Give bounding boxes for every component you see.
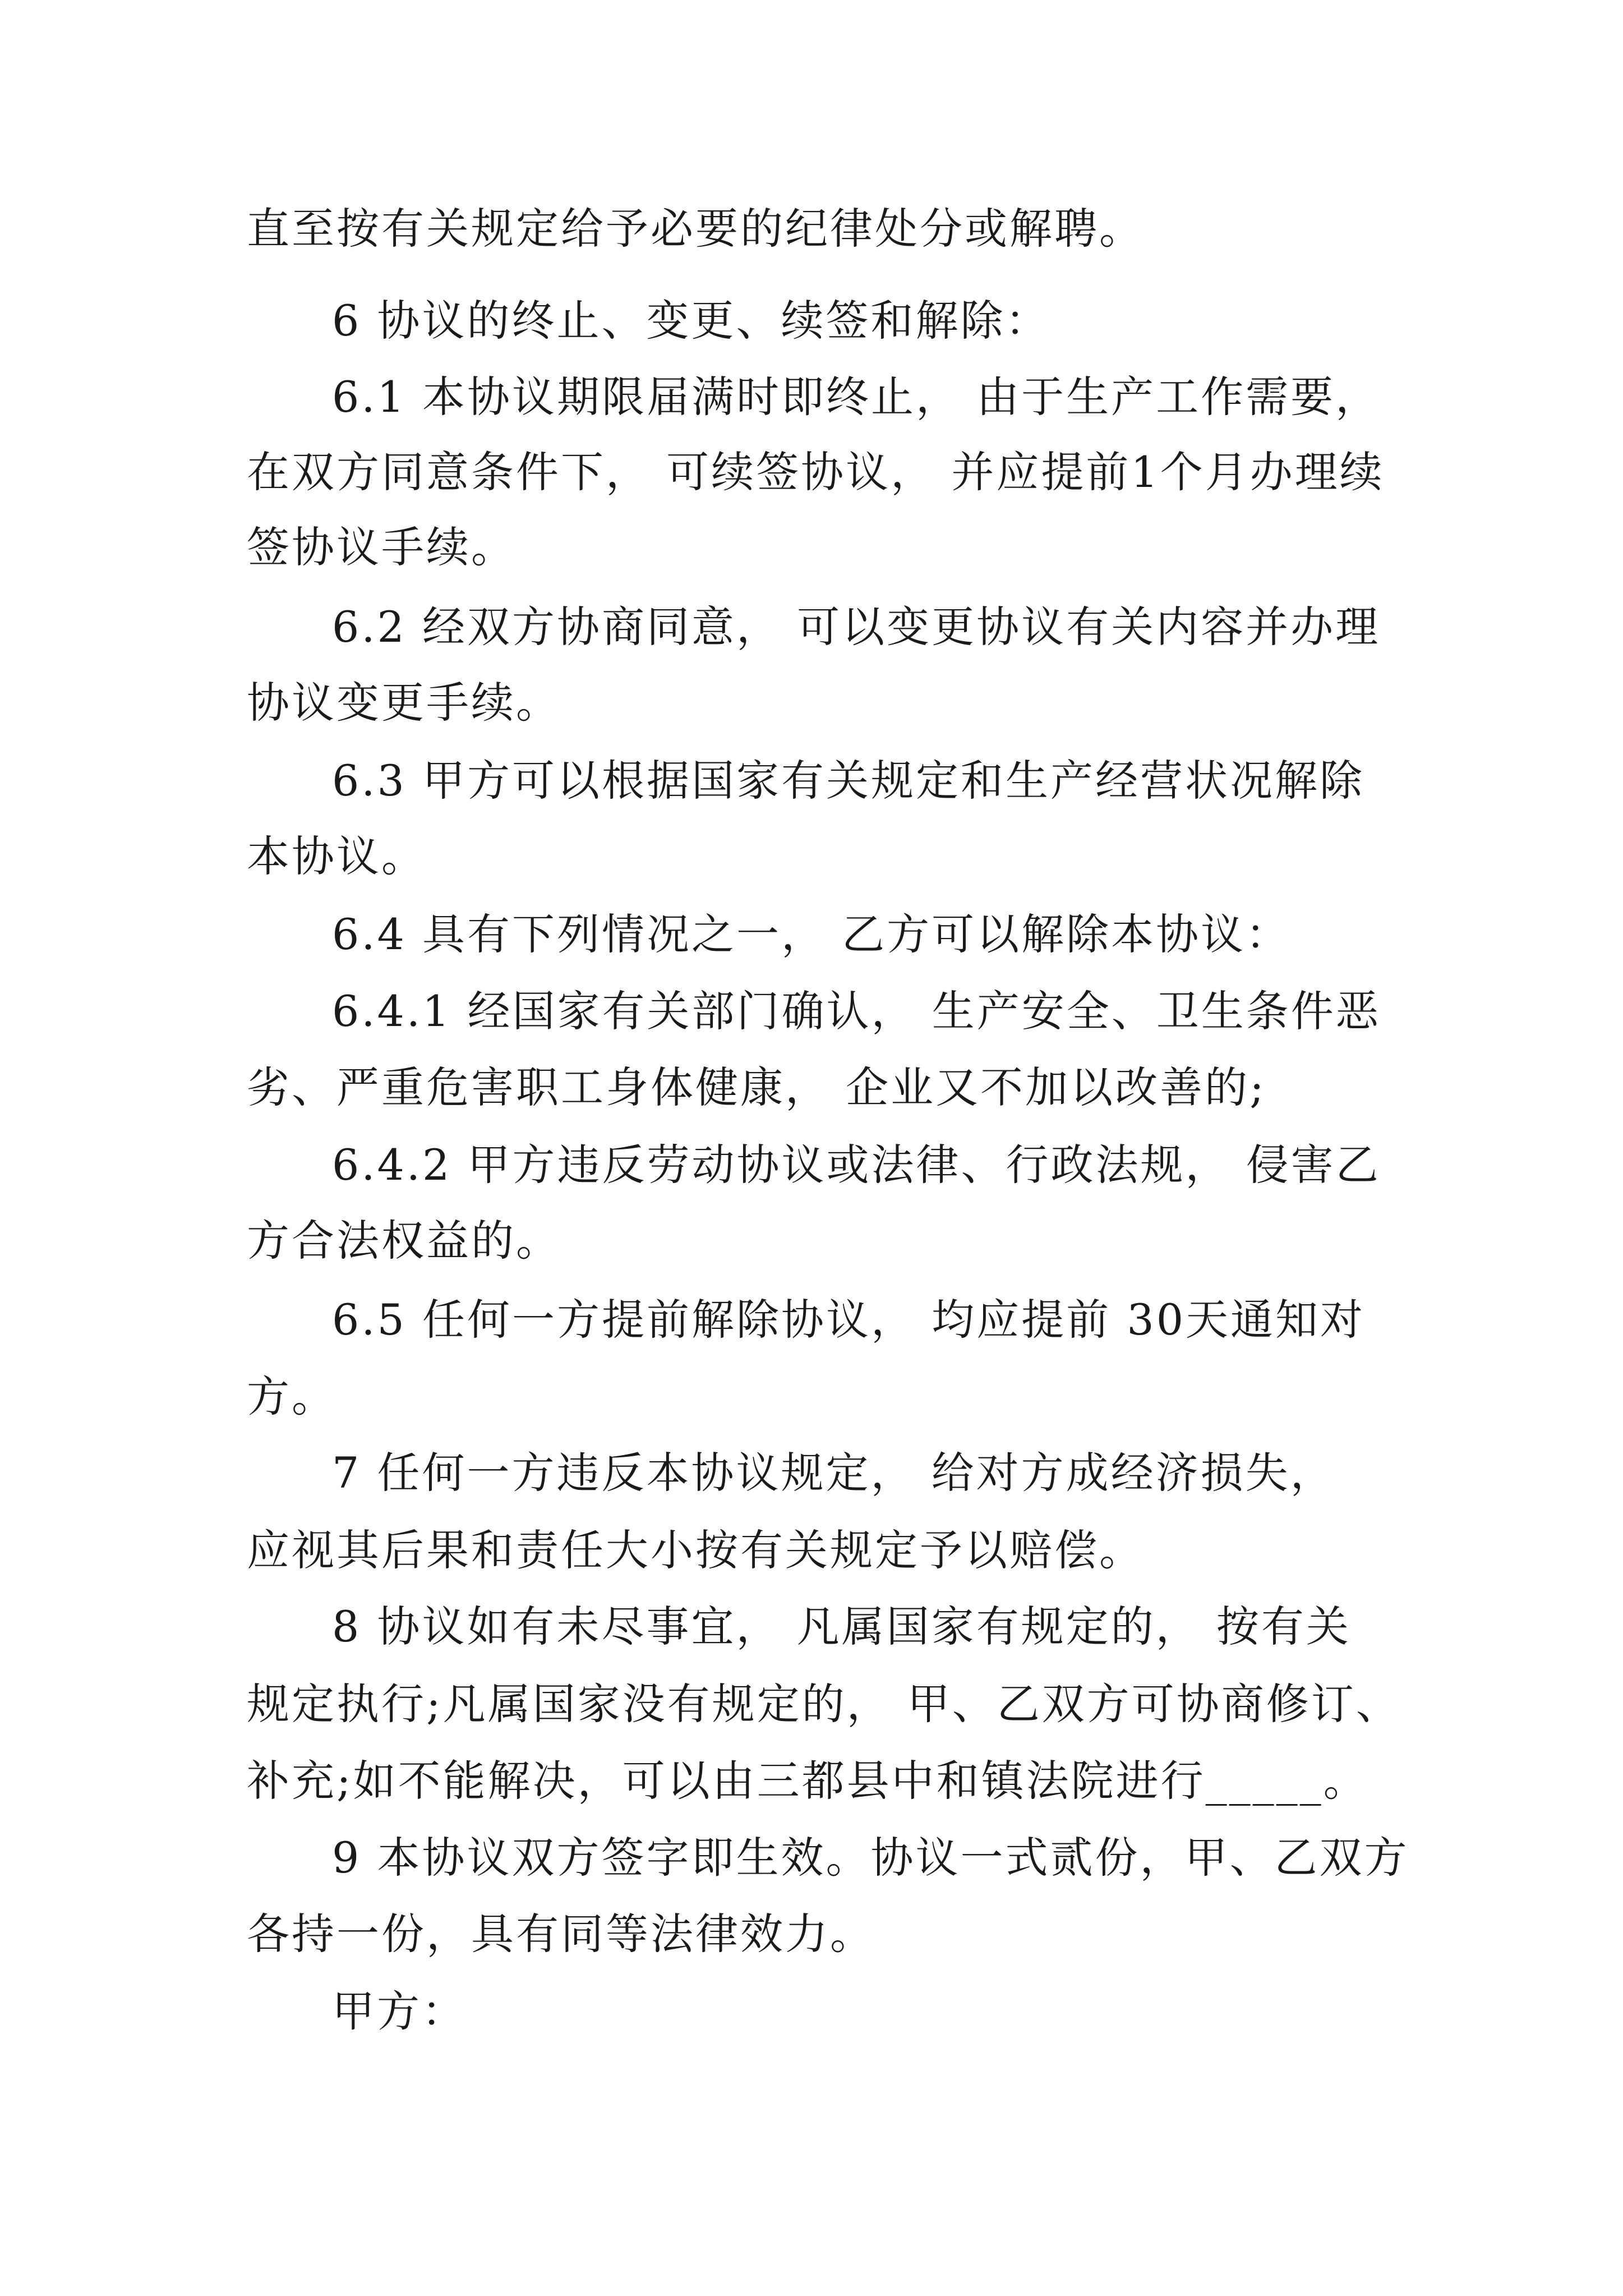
text-line xyxy=(0,1906,1623,1962)
line-text: 6.3 甲方可以根据国家有关规定和生产经营状况解除 xyxy=(332,756,1365,806)
text-line xyxy=(0,1676,1623,1732)
line-text: 本协议。 xyxy=(247,831,426,881)
line-text: 劣、严重危害职工身体健康， 企业又不加以改善的; xyxy=(247,1062,1266,1112)
text-line xyxy=(0,369,1623,425)
text-line xyxy=(0,1599,1623,1655)
line-text: 6.4 具有下列情况之一， 乙方可以解除本协议： xyxy=(332,909,1291,959)
line-text: 7 任何一方违反本协议规定， 给对方成经济损失， xyxy=(332,1448,1335,1498)
line-text: 直至按有关规定给予必要的纪律处分或解聘。 xyxy=(247,204,1144,254)
line-text: 协议变更手续。 xyxy=(247,678,561,728)
text-line xyxy=(0,1984,1623,2040)
text-line xyxy=(0,444,1623,500)
text-line xyxy=(0,1137,1623,1193)
line-text: 各持一份，具有同等法律效力。 xyxy=(247,1909,875,1959)
text-line xyxy=(0,1369,1623,1425)
line-text: 6.5 任何一方提前解除协议， 均应提前 30天通知对 xyxy=(332,1295,1366,1345)
line-text: 9 本协议双方签字即生效。协议一式贰份，甲、乙双方 xyxy=(332,1833,1409,1883)
text-line xyxy=(0,1753,1623,1809)
line-text: 应视其后果和责任大小按有关规定予以赔偿。 xyxy=(247,1525,1144,1575)
line-text: 6.4.1 经国家有关部门确认， 生产安全、卫生条件恶 xyxy=(332,986,1381,1036)
text-line xyxy=(0,753,1623,809)
line-text: 8 协议如有未尽事宜， 凡属国家有规定的， 按有关 xyxy=(332,1602,1351,1651)
text-line xyxy=(0,1830,1623,1886)
text-line xyxy=(0,599,1623,655)
line-text: 补充;如不能解决，可以由三都县中和镇法院进行_____。 xyxy=(247,1756,1368,1806)
text-line xyxy=(0,1445,1623,1501)
line-text: 方。 xyxy=(247,1372,336,1421)
line-text: 规定执行;凡属国家没有规定的， 甲、乙双方可协商修订、 xyxy=(247,1679,1401,1729)
text-line xyxy=(0,293,1623,349)
text-line xyxy=(0,1292,1623,1348)
line-text: 6.4.2 甲方违反劳动协议或法律、行政法规， 侵害乙 xyxy=(332,1140,1381,1190)
text-line xyxy=(0,201,1623,257)
line-text: 6.1 本协议期限届满时即终止， 由于生产工作需要， xyxy=(332,372,1381,422)
text-line xyxy=(0,675,1623,731)
text-line xyxy=(0,1522,1623,1579)
line-text: 方合法权益的。 xyxy=(247,1216,561,1266)
text-line xyxy=(0,1213,1623,1269)
line-text: 签协议手续。 xyxy=(247,522,516,572)
line-text: 6.2 经双方协商同意， 可以变更协议有关内容并办理 xyxy=(332,602,1381,652)
text-line xyxy=(0,983,1623,1039)
text-line xyxy=(0,829,1623,885)
line-text: 在双方同意条件下， 可续签协议， 并应提前1个月办理续 xyxy=(247,447,1385,497)
text-line xyxy=(0,1060,1623,1116)
line-text: 6 协议的终止、变更、续签和解除： xyxy=(332,296,1050,346)
text-line xyxy=(0,519,1623,576)
line-text: 甲方： xyxy=(332,1986,467,2036)
text-line xyxy=(0,907,1623,963)
